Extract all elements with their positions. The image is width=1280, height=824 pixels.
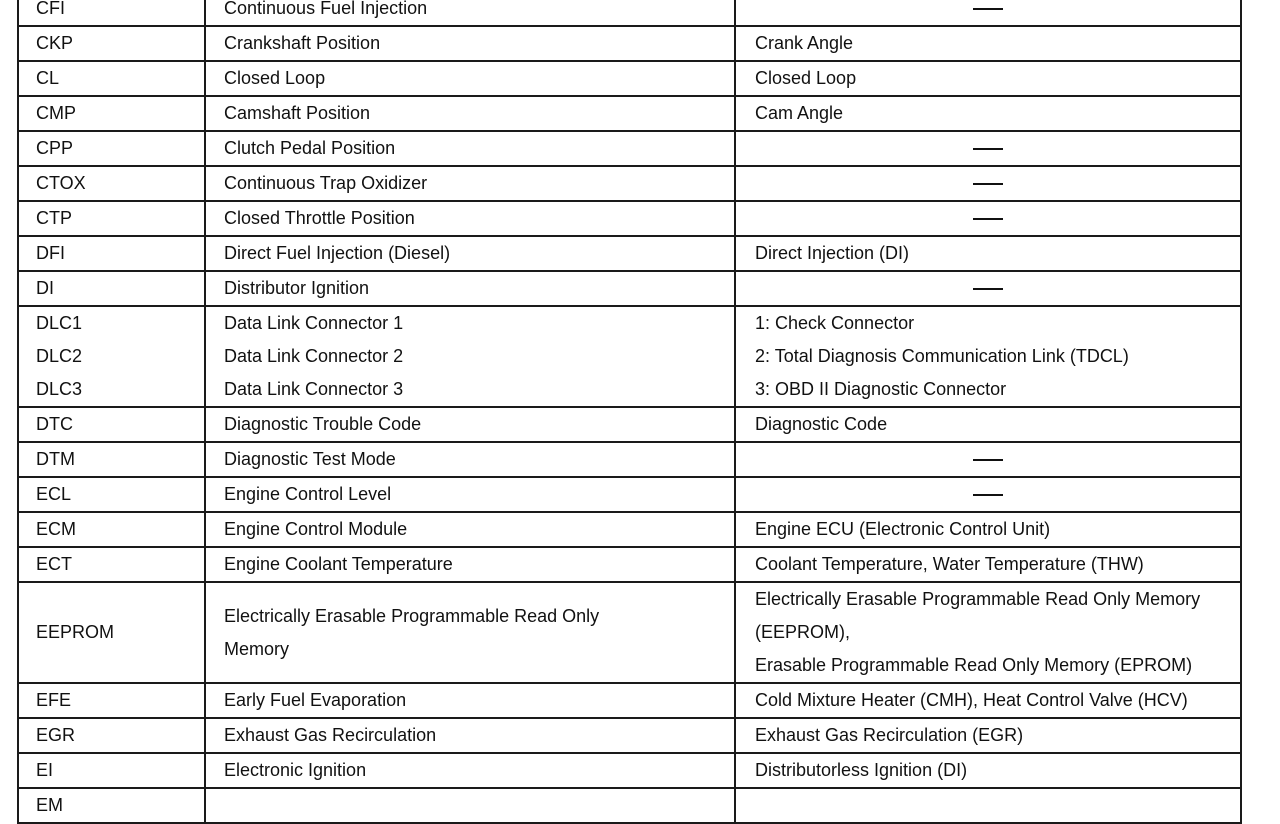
- term-cell-lines: [224, 0, 734, 25]
- term-cell: [205, 131, 735, 166]
- abbreviation-cell: [18, 788, 205, 823]
- table-row: [18, 26, 1241, 61]
- term-cell-line: Early Fuel Evaporation: [224, 690, 407, 710]
- term-cell-lines: [224, 272, 734, 305]
- abbreviation-cell-lines: [36, 408, 204, 441]
- term-cell: [205, 683, 735, 718]
- equivalent-cell: [735, 201, 1241, 236]
- equivalent-cell-lines: [755, 684, 1240, 717]
- abbreviation-table: [17, 0, 1242, 824]
- equivalent-cell-lines: [755, 62, 1240, 95]
- term-cell-line: Continuous Fuel Injection: [224, 0, 428, 18]
- term-cell: [205, 442, 735, 477]
- term-cell-line: Engine Control Module: [224, 519, 408, 539]
- equivalent-cell: [735, 582, 1241, 683]
- abbreviation-cell-line: DTM: [36, 449, 75, 469]
- abbreviation-cell: [18, 271, 205, 306]
- table-row: [18, 512, 1241, 547]
- abbreviation-cell-line: CTOX: [36, 173, 86, 193]
- term-cell: [205, 201, 735, 236]
- table-row: [18, 788, 1241, 823]
- abbreviation-cell-line: EGR: [36, 725, 76, 745]
- term-cell: [205, 306, 735, 407]
- abbreviation-cell-lines: [36, 684, 204, 717]
- equivalent-cell: [735, 236, 1241, 271]
- term-cell: [205, 407, 735, 442]
- equivalent-cell: [735, 271, 1241, 306]
- table-row: [18, 718, 1241, 753]
- term-cell-line: Diagnostic Test Mode: [224, 449, 396, 469]
- abbreviation-cell: [18, 201, 205, 236]
- table-row: [18, 0, 1241, 26]
- abbreviation-cell: [18, 407, 205, 442]
- abbreviation-cell-line: CKP: [36, 33, 74, 53]
- term-cell-line: Diagnostic Trouble Code: [224, 414, 422, 434]
- equivalent-cell: [735, 753, 1241, 788]
- term-cell: [205, 788, 735, 823]
- equivalent-cell-lines: [755, 97, 1240, 130]
- term-cell-lines: [224, 478, 734, 511]
- table-row: [18, 407, 1241, 442]
- abbreviation-cell-line: CFI: [36, 0, 65, 18]
- term-cell: [205, 271, 735, 306]
- equivalent-cell-line: Erasable Programmable Read Only Memory (EPROM): [755, 655, 1193, 675]
- table-row: [18, 131, 1241, 166]
- equivalent-cell-line: Direct Injection (DI): [755, 243, 910, 263]
- abbreviation-cell: [18, 96, 205, 131]
- abbreviation-cell-lines: [36, 478, 204, 511]
- equivalent-cell: [735, 788, 1241, 823]
- abbreviation-cell-lines: [36, 202, 204, 235]
- abbreviation-cell: [18, 306, 205, 407]
- term-cell: [205, 26, 735, 61]
- term-cell-lines: [224, 684, 734, 717]
- table-row: [18, 753, 1241, 788]
- no-equivalent-dash: [973, 288, 1003, 290]
- equivalent-cell-line: (EEPROM),: [755, 622, 851, 642]
- abbreviation-cell-lines: [36, 272, 204, 305]
- term-cell-line: Data Link Connector 3: [224, 379, 404, 399]
- abbreviation-cell: [18, 477, 205, 512]
- equivalent-cell: [735, 407, 1241, 442]
- term-cell-line: Crankshaft Position: [224, 33, 381, 53]
- table-row: [18, 166, 1241, 201]
- equivalent-cell-lines: [755, 719, 1240, 752]
- abbreviation-cell-line: EI: [36, 760, 54, 780]
- term-cell-line: Distributor Ignition: [224, 278, 370, 298]
- term-cell-lines: [224, 132, 734, 165]
- equivalent-cell: [735, 718, 1241, 753]
- term-cell-line: Data Link Connector 2: [224, 346, 404, 366]
- term-cell-lines: [224, 97, 734, 130]
- equivalent-cell-line: Coolant Temperature, Water Temperature (THW): [755, 554, 1144, 574]
- term-cell-line: Memory: [224, 638, 290, 659]
- abbreviation-cell-line: DI: [36, 278, 54, 298]
- abbreviation-cell-lines: [36, 62, 204, 95]
- term-cell-lines: [224, 167, 734, 200]
- equivalent-cell-lines: [755, 307, 1240, 406]
- equivalent-cell-line: Engine ECU (Electronic Control Unit): [755, 519, 1051, 539]
- abbreviation-cell-lines: [36, 443, 204, 476]
- abbreviation-cell-lines: [36, 616, 204, 649]
- equivalent-cell: [735, 26, 1241, 61]
- abbreviation-cell-line: CTP: [36, 208, 72, 228]
- abbreviation-cell-line: DTC: [36, 414, 73, 434]
- term-cell: [205, 582, 735, 683]
- term-cell-lines: [224, 408, 734, 441]
- equivalent-cell-lines: [755, 754, 1240, 787]
- no-equivalent-dash: [973, 183, 1003, 185]
- equivalent-cell-line: Cold Mixture Heater (CMH), Heat Control Valve (HCV): [755, 690, 1188, 710]
- term-cell: [205, 753, 735, 788]
- term-cell-line: Clutch Pedal Position: [224, 138, 396, 158]
- abbreviation-table-body: [18, 0, 1241, 823]
- term-cell-line: Continuous Trap Oxidizer: [224, 173, 428, 193]
- term-cell-lines: [224, 27, 734, 60]
- term-cell: [205, 477, 735, 512]
- equivalent-cell-line: Electrically Erasable Programmable Read Only Memory: [755, 589, 1201, 609]
- equivalent-cell: [735, 61, 1241, 96]
- term-cell-line: Exhaust Gas Recirculation: [224, 725, 437, 745]
- no-equivalent-dash: [973, 148, 1003, 150]
- term-cell: [205, 96, 735, 131]
- term-cell: [205, 512, 735, 547]
- equivalent-cell-line: Cam Angle: [755, 103, 844, 123]
- abbreviation-cell-line: DFI: [36, 243, 65, 263]
- abbreviation-cell-lines: [36, 789, 204, 822]
- equivalent-cell: [735, 306, 1241, 407]
- term-cell: [205, 236, 735, 271]
- equivalent-cell-line: 2: Total Diagnosis Communication Link (TDCL): [755, 346, 1129, 366]
- abbreviation-cell: [18, 547, 205, 582]
- abbreviation-cell: [18, 26, 205, 61]
- abbreviation-cell-line: ECM: [36, 519, 76, 539]
- abbreviation-cell-lines: [36, 0, 204, 25]
- table-row: [18, 201, 1241, 236]
- table-row: [18, 61, 1241, 96]
- equivalent-cell-lines: [755, 27, 1240, 60]
- abbreviation-cell-line: EFE: [36, 690, 72, 710]
- equivalent-cell: [735, 166, 1241, 201]
- equivalent-cell: [735, 683, 1241, 718]
- table-row: [18, 236, 1241, 271]
- abbreviation-cell: [18, 166, 205, 201]
- term-cell-lines: [224, 307, 734, 406]
- abbreviation-cell: [18, 512, 205, 547]
- abbreviation-cell-lines: [36, 548, 204, 581]
- term-cell-lines: [224, 719, 734, 752]
- table-row: [18, 683, 1241, 718]
- abbreviation-cell-lines: [36, 237, 204, 270]
- equivalent-cell-line: Exhaust Gas Recirculation (EGR): [755, 725, 1024, 745]
- abbreviation-cell-lines: [36, 754, 204, 787]
- table-row: [18, 271, 1241, 306]
- table-row: [18, 477, 1241, 512]
- abbreviation-cell: [18, 718, 205, 753]
- equivalent-cell-lines: [755, 583, 1240, 682]
- equivalent-cell: [735, 0, 1241, 26]
- abbreviation-cell-line: CMP: [36, 103, 76, 123]
- term-cell-line: Engine Control Level: [224, 484, 392, 504]
- abbreviation-cell: [18, 236, 205, 271]
- equivalent-cell-line: Closed Loop: [755, 68, 857, 88]
- abbreviation-cell-lines: [36, 167, 204, 200]
- equivalent-cell: [735, 442, 1241, 477]
- term-cell-line: Electronic Ignition: [224, 760, 367, 780]
- abbreviation-cell: [18, 61, 205, 96]
- equivalent-cell-line: Diagnostic Code: [755, 414, 888, 434]
- equivalent-cell-lines: [755, 548, 1240, 581]
- equivalent-cell: [735, 547, 1241, 582]
- term-cell-lines: [224, 600, 734, 666]
- term-cell-line: Closed Throttle Position: [224, 208, 415, 228]
- term-cell-line: Direct Fuel Injection (Diesel): [224, 243, 451, 263]
- abbreviation-cell: [18, 683, 205, 718]
- term-cell-line: Closed Loop: [224, 68, 326, 88]
- equivalent-cell-lines: [755, 513, 1240, 546]
- abbreviation-cell: [18, 753, 205, 788]
- term-cell: [205, 0, 735, 26]
- abbreviation-cell-line: DLC3: [36, 379, 83, 399]
- abbreviation-cell-line: DLC1: [36, 313, 83, 333]
- equivalent-cell: [735, 512, 1241, 547]
- abbreviation-cell: [18, 442, 205, 477]
- equivalent-cell-lines: [755, 408, 1240, 441]
- abbreviation-cell-line: CL: [36, 68, 60, 88]
- abbreviation-cell-line: CPP: [36, 138, 74, 158]
- abbreviation-cell-lines: [36, 719, 204, 752]
- abbreviation-cell: [18, 0, 205, 26]
- table-row: [18, 96, 1241, 131]
- term-cell-lines: [224, 513, 734, 546]
- abbreviation-cell-lines: [36, 132, 204, 165]
- equivalent-cell: [735, 477, 1241, 512]
- no-equivalent-dash: [973, 8, 1003, 10]
- term-cell-lines: [224, 202, 734, 235]
- term-cell: [205, 718, 735, 753]
- equivalent-cell-line: 3: OBD II Diagnostic Connector: [755, 379, 1007, 399]
- term-cell: [205, 166, 735, 201]
- table-row: [18, 547, 1241, 582]
- equivalent-cell-line: Distributorless Ignition (DI): [755, 760, 968, 780]
- term-cell-line: Camshaft Position: [224, 103, 371, 123]
- equivalent-cell: [735, 131, 1241, 166]
- abbreviation-cell: [18, 131, 205, 166]
- abbreviation-cell-line: EEPROM: [36, 622, 115, 642]
- no-equivalent-dash: [973, 459, 1003, 461]
- table-row: [18, 306, 1241, 407]
- term-cell: [205, 547, 735, 582]
- term-cell-lines: [224, 443, 734, 476]
- term-cell-line: Data Link Connector 1: [224, 313, 404, 333]
- abbreviation-cell-line: ECL: [36, 484, 72, 504]
- abbreviation-cell-lines: [36, 27, 204, 60]
- abbreviation-cell: [18, 582, 205, 683]
- abbreviation-cell-line: ECT: [36, 554, 72, 574]
- term-cell: [205, 61, 735, 96]
- term-cell-line: Engine Coolant Temperature: [224, 554, 453, 574]
- equivalent-cell-line: 1: Check Connector: [755, 313, 915, 333]
- no-equivalent-dash: [973, 218, 1003, 220]
- abbreviation-cell-lines: [36, 513, 204, 546]
- equivalent-cell-lines: [755, 237, 1240, 270]
- no-equivalent-dash: [973, 494, 1003, 496]
- term-cell-lines: [224, 754, 734, 787]
- abbreviation-cell-lines: [36, 97, 204, 130]
- equivalent-cell: [735, 96, 1241, 131]
- term-cell-lines: [224, 548, 734, 581]
- abbreviation-cell-line: DLC2: [36, 346, 83, 366]
- table-row: [18, 442, 1241, 477]
- equivalent-cell-line: Crank Angle: [755, 33, 854, 53]
- term-cell-line: Electrically Erasable Programmable Read Only: [224, 605, 600, 626]
- term-cell-lines: [224, 62, 734, 95]
- table-row: [18, 582, 1241, 683]
- abbreviation-cell-line: EM: [36, 795, 63, 815]
- abbreviation-cell-lines: [36, 307, 204, 406]
- term-cell-lines: [224, 237, 734, 270]
